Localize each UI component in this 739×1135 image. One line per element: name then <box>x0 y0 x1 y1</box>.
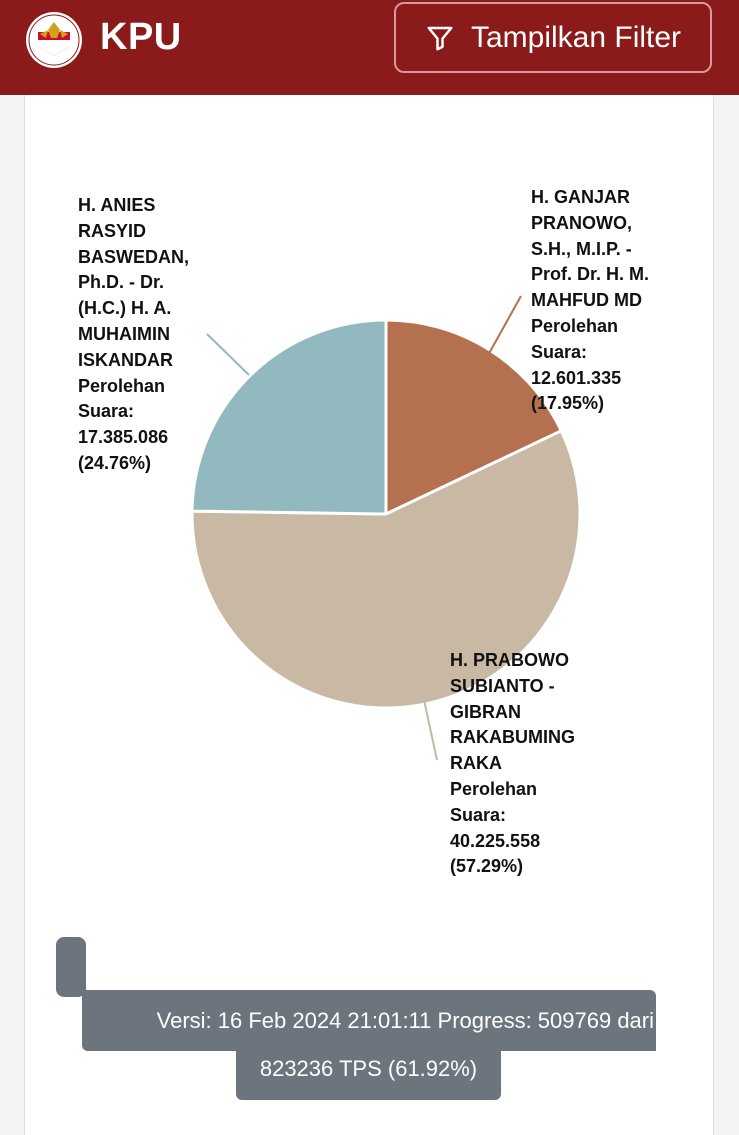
slice-label-line: RAKABUMING <box>450 727 575 748</box>
slice-label-anies <box>78 193 189 477</box>
show-filter-label: Tampilkan Filter <box>470 20 682 54</box>
slice-label-line: RAKA <box>450 753 502 774</box>
slice-label-line: Perolehan <box>531 315 619 336</box>
slice-label-line: Suara: <box>531 341 588 362</box>
slice-label-line: H. GANJAR <box>531 187 631 207</box>
slice-label-line: Ph.D. - Dr. <box>78 272 165 293</box>
slice-label-line: Perolehan <box>78 375 166 396</box>
slice-label-line: Suara: <box>450 804 507 825</box>
slice-label-line: SUBIANTO - <box>450 675 555 696</box>
slice-label-line: 40.225.558 <box>450 830 541 851</box>
slice-label-line: RASYID <box>78 220 147 241</box>
slice-label-line: PRANOWO, <box>531 212 632 233</box>
slice-label-line: ISKANDAR <box>78 349 174 370</box>
slice-label-line: 17.385.086 <box>78 427 169 448</box>
slice-label-line: (H.C.) H. A. <box>78 298 172 319</box>
leader-line-anies <box>207 334 249 375</box>
slice-label-line: GIBRAN <box>450 701 521 722</box>
slice-label-line: Perolehan <box>450 778 538 799</box>
slice-label-prabowo <box>450 648 575 880</box>
slice-label-line: BASWEDAN, <box>78 246 189 267</box>
slice-label-line: 12.601.335 <box>531 367 622 388</box>
slice-label-line: MAHFUD MD <box>531 290 642 311</box>
scrollbar-thumb[interactable] <box>56 937 86 997</box>
version-progress-line2: 823236 TPS (61.92%) <box>236 1049 501 1100</box>
slice-label-line: MUHAIMIN <box>78 323 170 344</box>
version-progress-line1: Versi: 16 Feb 2024 21:01:11 Progress: 509769 dari <box>82 990 656 1051</box>
slice-label-line: Suara: <box>78 401 135 422</box>
leader-line-prabowo <box>424 700 437 760</box>
slice-label-line: (57.29%) <box>450 856 524 877</box>
slice-label-line: H. ANIES <box>78 195 156 215</box>
slice-label-line: H. PRABOWO <box>450 650 569 670</box>
slice-label-line: (17.95%) <box>531 393 605 414</box>
slice-label-line: Prof. Dr. H. M. <box>531 264 650 285</box>
slice-label-line: S.H., M.I.P. - <box>531 238 632 259</box>
brand-title: KPU <box>100 16 182 58</box>
slice-label-ganjar <box>531 185 649 417</box>
slice-label-line: (24.76%) <box>78 452 152 473</box>
